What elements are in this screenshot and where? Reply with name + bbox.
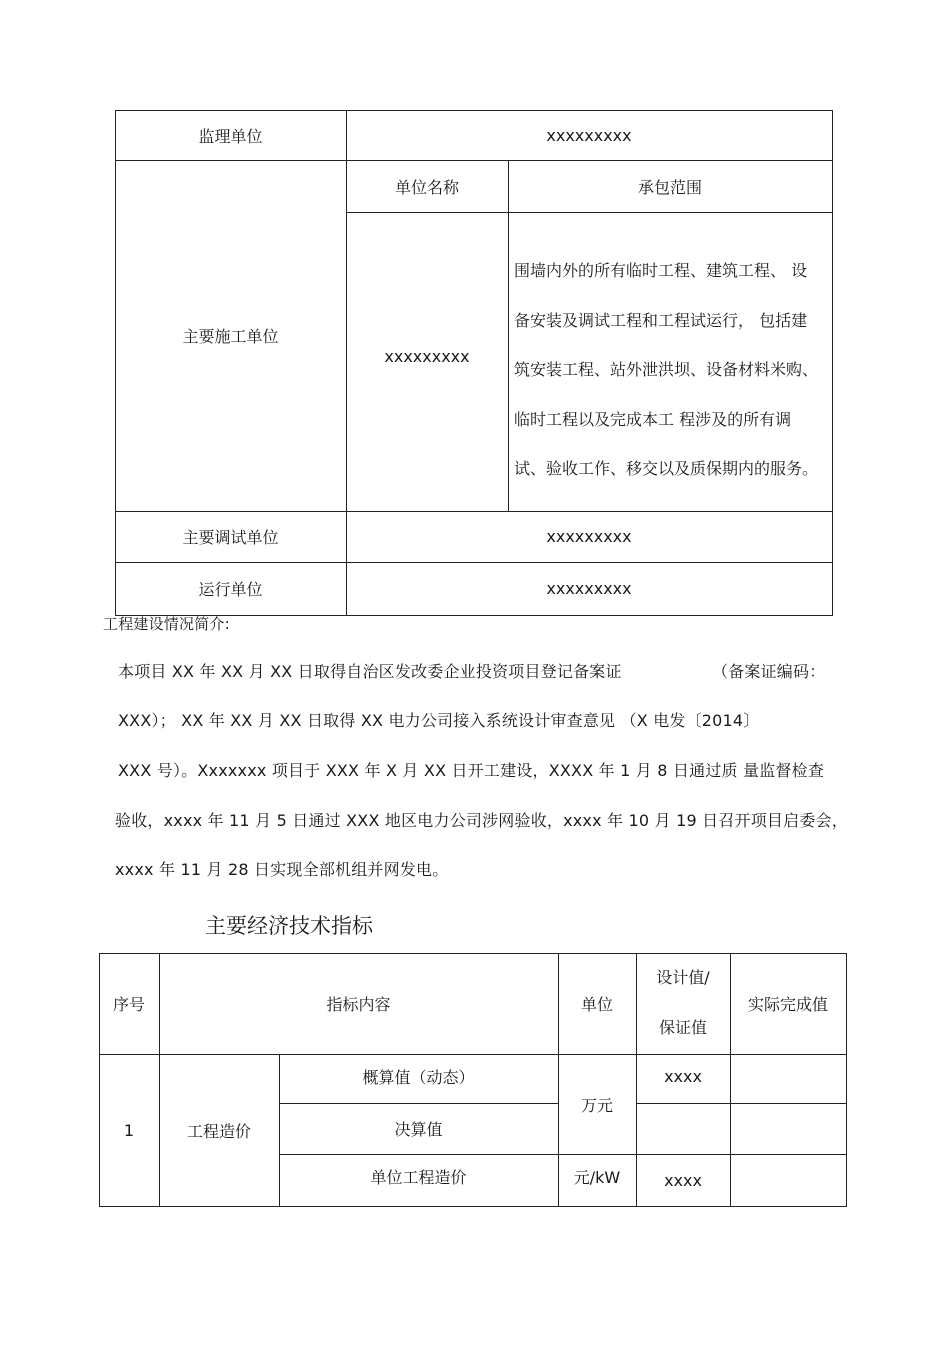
item-design: xxxx (664, 1170, 702, 1190)
supervisor-value: xxxxxxxxx (546, 125, 632, 145)
construction-name-value: xxxxxxxxx (384, 346, 470, 366)
header-unit: 单位 (580, 995, 613, 1014)
intro-heading: 工程建设情况简介: (103, 615, 230, 633)
scope-line: 备安装及调试工程和工程试运行， 包括建 (514, 311, 808, 330)
intro-line: 本项目 XX 年 XX 月 XX 日取得自治区发改委企业投资项目登记备案证 (118, 662, 622, 681)
item-unit: 元/kW (573, 1167, 621, 1187)
shared-unit: 万元 (580, 1095, 613, 1115)
row-category: 工程造价 (186, 1121, 251, 1141)
header-design-line2: 保证值 (658, 1017, 707, 1037)
item-name: 单位工程造价 (370, 1167, 467, 1187)
supervisor-label: 监理单位 (198, 126, 263, 146)
header-actual: 实际完成值 (747, 995, 828, 1014)
operation-label: 运行单位 (198, 580, 263, 599)
intro-line-tail: （备案证编码： (712, 662, 826, 681)
operation-value: xxxxxxxxx (546, 579, 632, 598)
intro-line: XXX）； XX 年 XX 月 XX 日取得 XX 电力公司接入系统设计审查意见 （X 电发〔2014〕 (118, 711, 760, 730)
header-design-line1: 设计值/ (656, 967, 710, 987)
section-title: 主要经济技术指标 (205, 914, 373, 938)
scope-line: 临时工程以及完成本工 程涉及的所有调 (514, 410, 792, 429)
col-scope: 承包范围 (637, 177, 702, 197)
construction-label: 主要施工单位 (182, 327, 279, 346)
item-actual (730, 1103, 846, 1154)
intro-line: xxxx 年 11 月 28 日实现全部机组并网发电。 (115, 860, 449, 879)
row-seq: 1 (123, 1120, 135, 1140)
intro-line: 验收，xxxx 年 11 月 5 日通过 XXX 地区电力公司涉网验收，xxxx 年 10 月 19 日召开项目启委会， (115, 811, 848, 830)
intro-line: XXX 号）。Xxxxxxx 项目于 XXX 年 X 月 XX 日开工建设，XXXX 年 1 月 8 日通过质 量监督检查 (118, 761, 825, 780)
commissioning-value: xxxxxxxxx (546, 527, 632, 546)
header-seq: 序号 (112, 995, 145, 1014)
item-design (636, 1103, 730, 1154)
item-actual (730, 1054, 846, 1103)
commissioning-label: 主要调试单位 (182, 528, 279, 547)
scope-line: 试、验收工作、移交以及质保期内的服务。 (514, 459, 819, 478)
header-content: 指标内容 (326, 995, 391, 1014)
col-unit-name: 单位名称 (394, 177, 459, 197)
item-name: 概算值（动态） (362, 1067, 475, 1087)
item-design: xxxx (664, 1066, 702, 1086)
item-name: 决算值 (394, 1120, 443, 1139)
scope-line: 筑安装工程、站外泄洪坝、设备材料米购、 (514, 360, 819, 379)
item-actual (730, 1154, 846, 1206)
scope-line: 围墙内外的所有临时工程、建筑工程、 设 (514, 261, 808, 280)
